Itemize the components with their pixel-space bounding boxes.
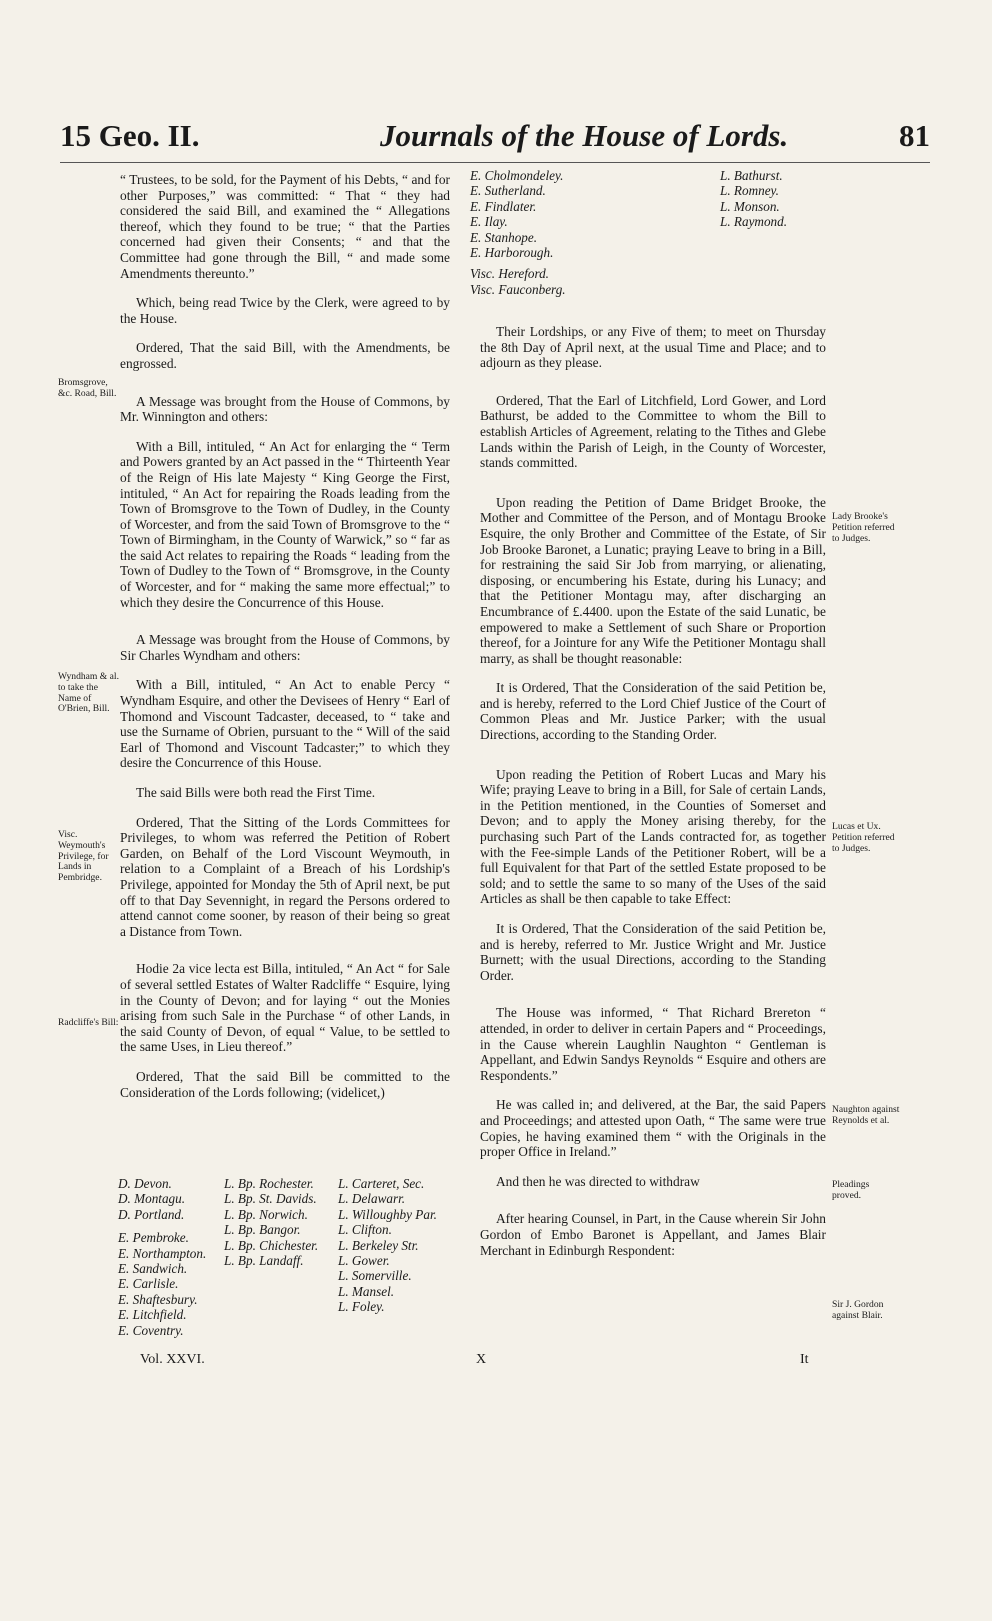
paragraph: “ Trustees, to be sold, for the Payment of his Debts, “ and for other Purposes,” was committed: “ That “ they had considered the said Bill, and examined the “ Allegations thereof, which they found to be true; “ that the Parties concerned had given their Consents; “ and that the Committee had gone through the Bill, “ and made some Amendments thereunto.” xyxy=(120,172,450,281)
lord-name: E. Findlater. xyxy=(470,198,537,214)
paragraph: It is Ordered, That the Consideration of the said Petition be, and is hereby, referred to Mr. Justice Wright and Mr. Justice Burnett; with the usual Directions, according to the Standing Order. xyxy=(480,921,826,983)
paragraph: A Message was brought from the House of Commons, by Mr. Winnington and others: xyxy=(120,393,450,425)
lords-list-2 xyxy=(224,1176,334,1268)
lords-list-5 xyxy=(720,168,870,230)
page-number: 81 xyxy=(899,118,930,153)
paragraph: Ordered, That the Sitting of the Lords Committees for Privileges, to whom was referred the Petition of Robert Garden, on Behalf of the Lord Viscount Weymouth, in relation to a Complaint of a Breach of his Lordship's Privilege, appointed for Monday the 5th of April next, be put off to that Day Sevennight, in regard the Persons ordered to attend cannot come sooner, by reason of their being so great a Distance from Town. xyxy=(120,814,450,939)
margin-note: Pleadings proved. xyxy=(832,1179,870,1201)
lord-name: E. Litchfield. xyxy=(118,1307,187,1323)
paragraph: After hearing Counsel, in Part, in the Cause wherein Sir John Gordon of Embo Baronet is Appellant, and James Blair Merchant in Edinburgh Respondent: xyxy=(480,1211,826,1258)
lord-name: L. Bp. Landaff. xyxy=(224,1253,304,1269)
paragraph: Upon reading the Petition of Dame Bridget Brooke, the Mother and Committee of the Person, and of Montagu Brooke Esquire, the only Brother and Committee of the Estate, of Sir Job Brooke Baronet, a Lunatic; praying Leave to bring in a Bill, for restraining the said Sir Job from marrying, or alienating, disposing, or encumbering his Estate, during his Lunacy; and that the Petitioner Montagu may, after discharging an Encumbrance of £.4400. upon the Estate of the said Lunatic, be empowered to make a Settlement of such Share or Proportion thereof, for a Jointure for any Wife the Petitioner Montagu shall marry, as shall be thought reasonable: xyxy=(480,494,826,666)
paragraph: He was called in; and delivered, at the Bar, the said Papers and Proceedings; and attested upon Oath, “ The same were true Copies, he having examined them “ with the Originals in the proper Office in Ireland.” xyxy=(480,1097,826,1160)
lord-name: E. Northampton. xyxy=(118,1245,207,1261)
header-rule xyxy=(60,162,930,163)
lord-name: E. Cholmondeley. xyxy=(470,168,564,183)
lords-list-4 xyxy=(470,168,620,297)
signature-mark: X xyxy=(476,1352,487,1367)
paragraph: Ordered, That the said Bill, with the Amendments, be engrossed. xyxy=(120,340,450,371)
margin-note: Lucas et Ux. Petition referred to Judges. xyxy=(832,821,895,854)
lord-name: L. Romney. xyxy=(720,183,779,199)
margin-note: Sir J. Gordon against Blair. xyxy=(832,1299,884,1321)
margin-note: Lady Brooke's Petition referred to Judges. xyxy=(832,511,895,544)
lord-name: E. Sutherland. xyxy=(470,183,546,199)
lord-name: Visc. Fauconberg. xyxy=(470,281,566,297)
lord-name: L. Bp. St. Davids. xyxy=(224,1191,317,1207)
lord-name: L. Gower. xyxy=(338,1253,390,1269)
lord-name: E. Ilay. xyxy=(470,214,508,230)
lord-name: E. Harborough. xyxy=(470,245,554,261)
margin-note: Radcliffe's Bill: xyxy=(58,1017,119,1028)
left-column xyxy=(120,172,450,1114)
lord-name: E. Coventry. xyxy=(118,1322,184,1338)
right-column xyxy=(480,324,826,1272)
lord-name: E. Sandwich. xyxy=(118,1261,188,1277)
paragraph: Hodie 2a vice lecta est Billa, intituled, “ An Act “ for Sale of several settled Estates of Walter Radcliffe “ Esquire, lying in the County of Devon; and for laying “ out the Monies arising from such Sale in the Purchase “ of other Lands, in the said County of Devon, of equal “ Value, to be settled to the same Uses, in Lieu thereof.” xyxy=(120,961,450,1055)
margin-note: Bromsgrove, &c. Road, Bill. xyxy=(58,377,117,399)
lord-name: L. Monson. xyxy=(720,198,780,214)
lord-name: E. Pembroke. xyxy=(118,1230,189,1246)
lord-name xyxy=(118,1222,218,1230)
lord-name: L. Raymond. xyxy=(720,214,788,230)
lord-name: L. Mansel. xyxy=(338,1283,395,1299)
lord-name: L. Bp. Bangor. xyxy=(224,1222,301,1238)
paragraph: With a Bill, intituled, “ An Act for enlarging the “ Term and Powers granted by an Act passed in the “ Thirteenth Year of the Reign of His late Majesty “ King George the First, intituled, “ An Act for repairing the Roads leading from the Town of Bromsgrove to the Town of Dudley, in the County of Worcester, and from the said Town of Bromsgrove to the “ Town of Birmingham, in the County of Warwick,” so “ far as the said Act relates to repairing the Roads “ leading from the Town of Dudley to the Town of “ Bromsgrove, in the County of Worcester, and for “ making the same more effectual;” to which they desire the Concurrence of this House. xyxy=(120,438,450,610)
lord-name: L. Berkeley Str. xyxy=(338,1237,419,1253)
margin-note: Wyndham & al. to take the Name of O'Brien, Bill. xyxy=(58,671,119,715)
paragraph: Ordered, That the said Bill be committed to the Consideration of the Lords following; (videlicet,) xyxy=(120,1068,450,1100)
lord-name: D. Portland. xyxy=(118,1206,185,1222)
paragraph: And then he was directed to withdraw xyxy=(496,1173,700,1189)
regnal-year: 15 Geo. II. xyxy=(60,118,200,153)
catchword: It xyxy=(800,1352,809,1367)
running-title: Journals of the House of Lords. xyxy=(380,118,789,153)
page-header xyxy=(60,118,930,162)
paragraph: Which, being read Twice by the Clerk, were agreed to by the House. xyxy=(120,295,450,326)
paragraph: Upon reading the Petition of Robert Lucas and Mary his Wife; praying Leave to bring in a Bill, for Sale of certain Lands, in the Petition mentioned, in the Counties of Somerset and Devon; and to apply the Money arising thereby, for the purchasing such Part of the Lands contracted for, as together with the Fee-simple Lands of the Petitioner Robert, will be a full Equivalent for that Part of the settled Estate proposed to be sold; and to settle the same to so many of the Uses of the said Articles as shall be then capable to take Effect: xyxy=(480,766,826,907)
lord-name: L. Willoughby Par. xyxy=(338,1206,437,1222)
lord-name: E. Stanhope. xyxy=(470,229,538,245)
lord-name: D. Montagu. xyxy=(118,1191,186,1207)
lord-name: L. Clifton. xyxy=(338,1222,392,1238)
margin-note: Naughton against Reynolds et al. xyxy=(832,1104,900,1126)
lord-name: L. Delawarr. xyxy=(338,1191,406,1207)
lord-name: L. Bp. Chichester. xyxy=(224,1237,319,1253)
paragraph: The House was informed, “ That Richard Brereton “ attended, in order to deliver in certain Papers and “ Proceedings, in the Cause wherein Laughlin Naughton “ Gentleman is Appellant, and Edwin Sandys Reynolds “ Esquire and others are Respondents.” xyxy=(480,1005,826,1083)
lord-name: E. Carlisle. xyxy=(118,1276,179,1292)
lord-name: E. Shaftesbury. xyxy=(118,1291,198,1307)
lord-name: L. Somerville. xyxy=(338,1268,412,1284)
lords-list-1 xyxy=(118,1176,218,1338)
lord-name: L. Carteret, Sec. xyxy=(338,1176,425,1191)
paragraph: The said Bills were both read the First Time. xyxy=(136,785,376,800)
volume-label: Vol. XXVI. xyxy=(140,1352,205,1367)
lord-name: Visc. Hereford. xyxy=(470,266,549,282)
lord-name: D. Devon. xyxy=(118,1176,172,1191)
lords-list-3 xyxy=(338,1176,450,1315)
paragraph: With a Bill, intituled, “ An Act to enable Percy “ Wyndham Esquire, and other the Devisees of Henry “ Earl of Thomond and Viscount Tadcaster, deceased, to “ take and use the Surname of Obrien, pursuant to the “ Will of the said Earl of Thomond and Viscount Tadcaster;” to which they desire the Concurrence of this House. xyxy=(120,677,450,771)
paragraph: Their Lordships, or any Five of them; to meet on Thursday the 8th Day of April next, at the usual Time and Place; and to adjourn as they please. xyxy=(480,324,826,371)
lord-name: L. Foley. xyxy=(338,1299,385,1315)
paragraph: It is Ordered, That the Consideration of the said Petition be, and is hereby, referred to the Lord Chief Justice of the Court of Common Pleas and Mr. Justice Parker; with the usual Directions, according to the Standing Order. xyxy=(480,680,826,743)
paragraph: A Message was brought from the House of Commons, by Sir Charles Wyndham and others: xyxy=(120,632,450,663)
lord-name: L. Bathurst. xyxy=(720,168,783,183)
lord-name: L. Bp. Rochester. xyxy=(224,1176,314,1191)
paragraph: Ordered, That the Earl of Litchfield, Lord Gower, and Lord Bathurst, be added to the Committee to whom the Bill to establish Articles of Agreement, relating to the Tithes and Glebe Lands within the Parish of Leigh, in the County of Worcester, stands committed. xyxy=(480,392,826,471)
lord-name: L. Bp. Norwich. xyxy=(224,1206,308,1222)
margin-note: Visc. Weymouth's Privilege, for Lands in Pembridge. xyxy=(58,829,109,884)
